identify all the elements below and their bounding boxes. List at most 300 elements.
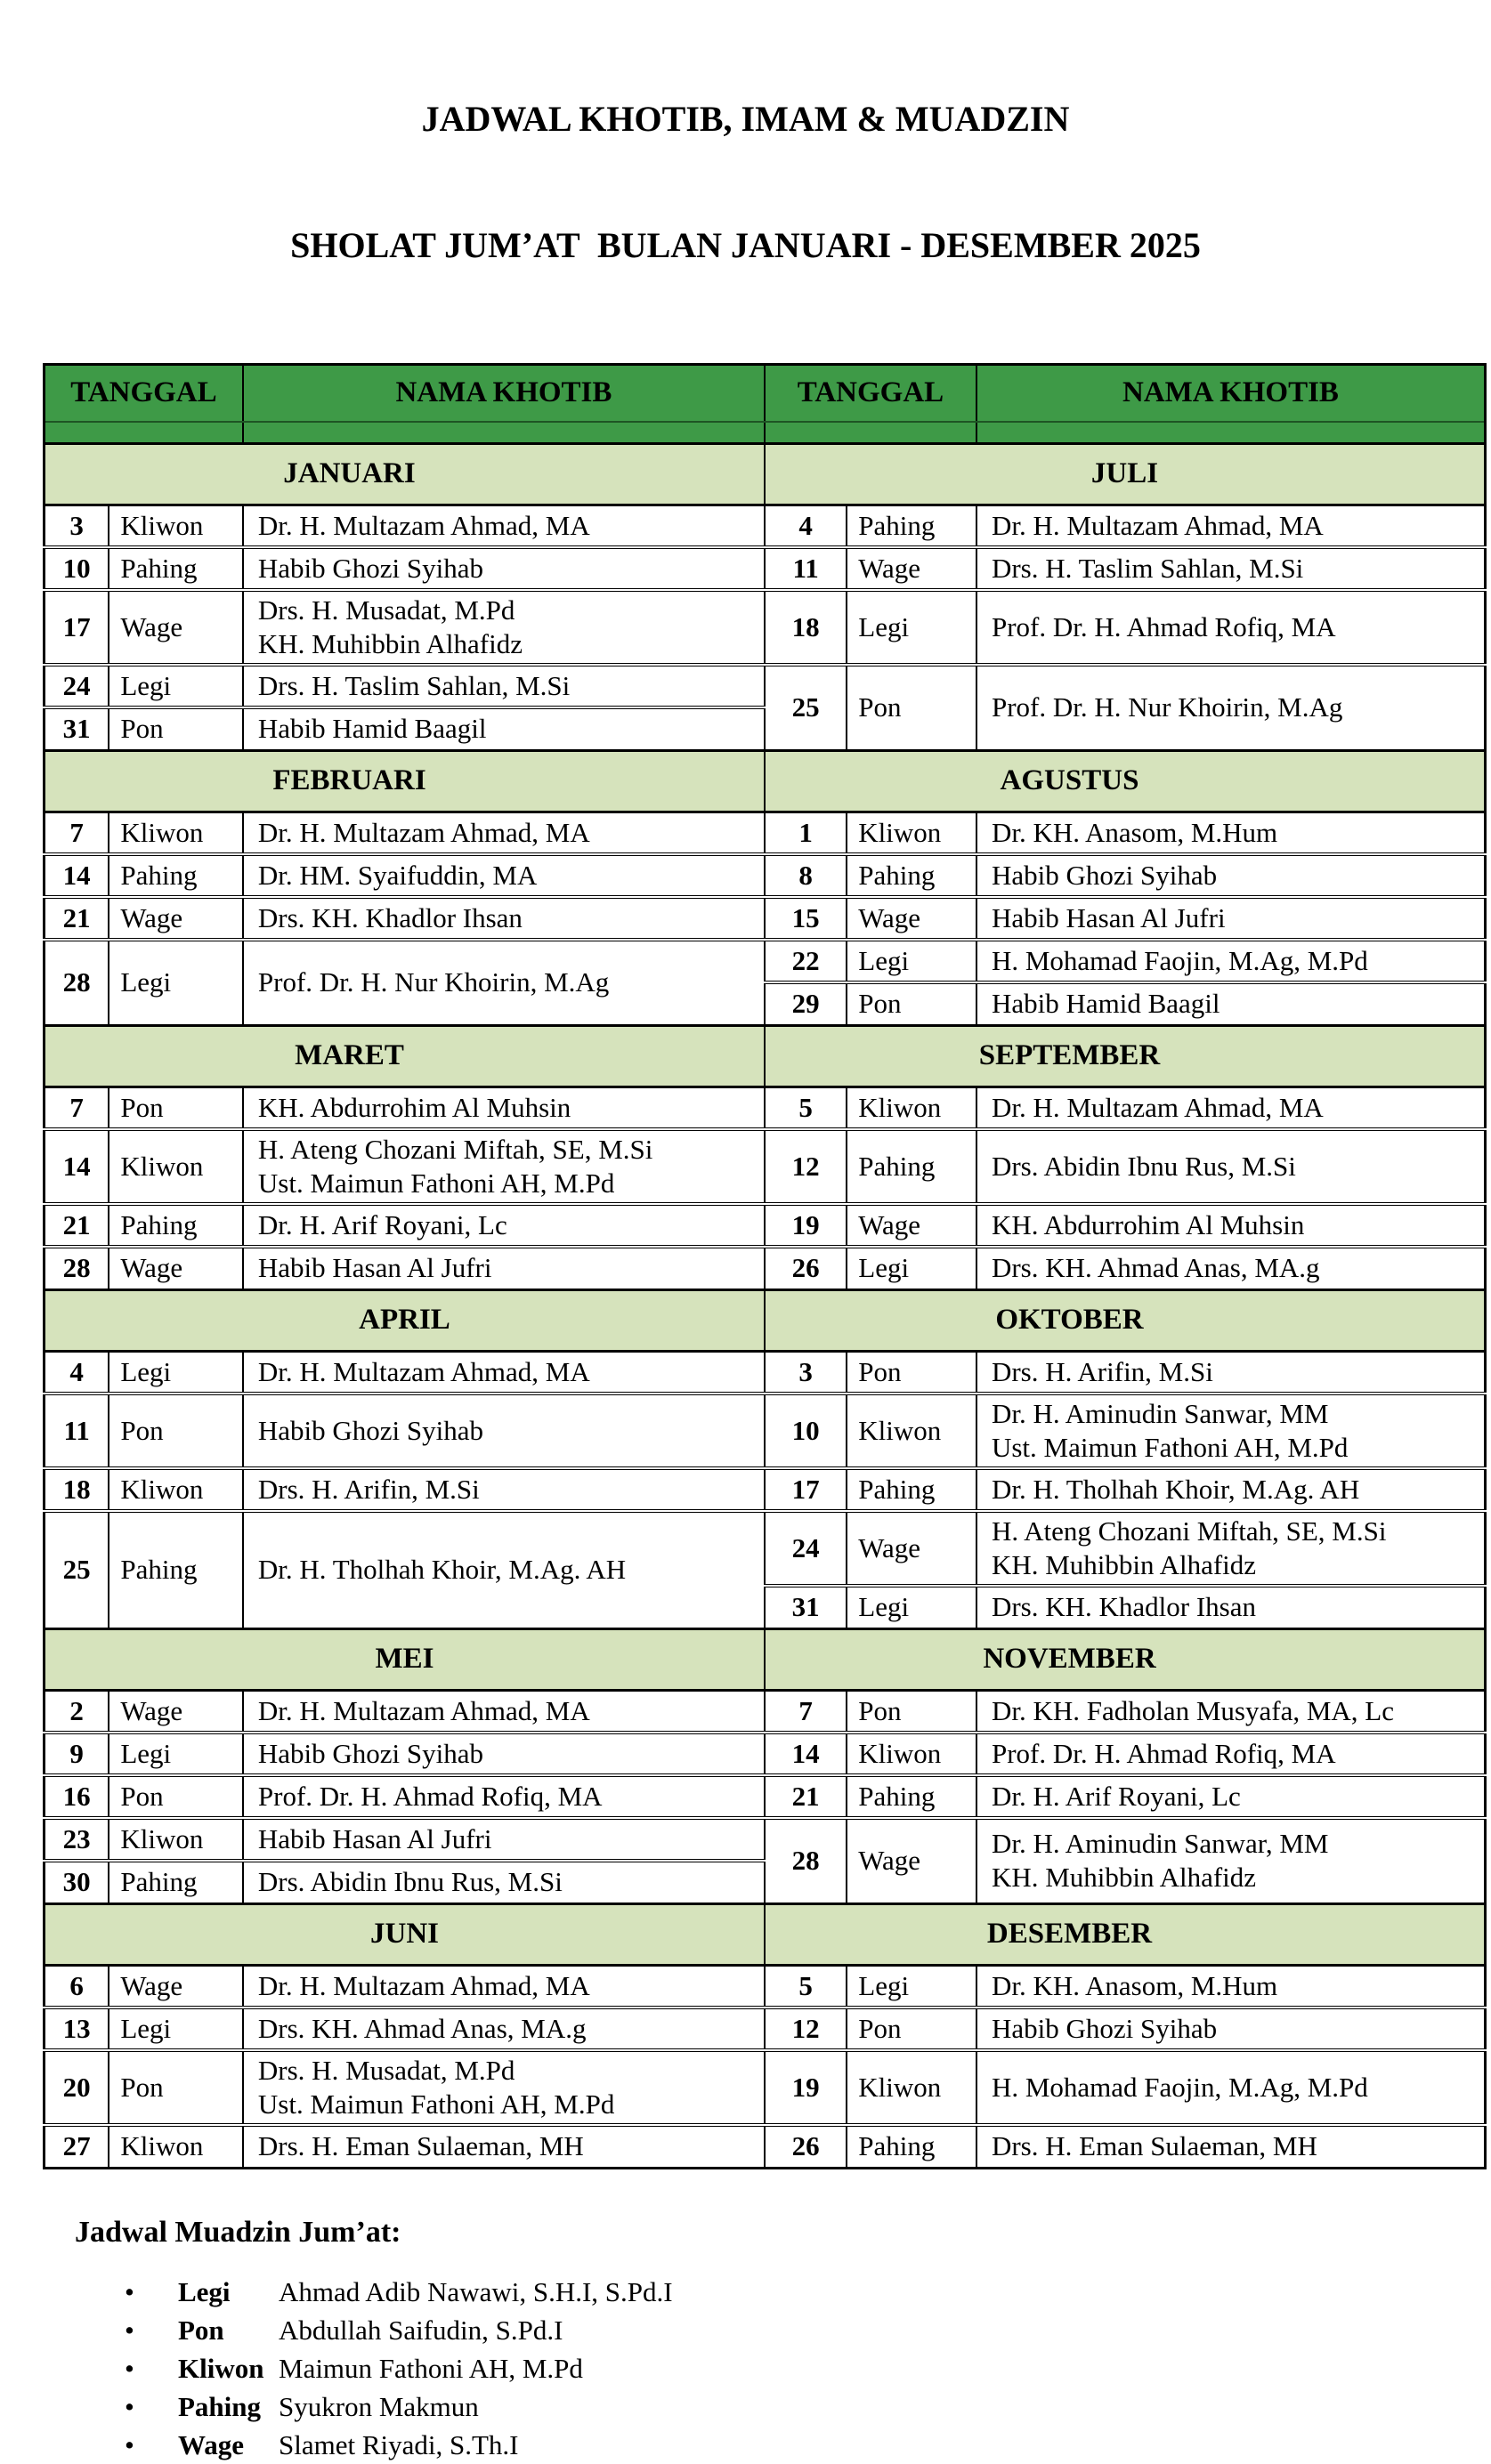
khotib-cell: [243, 1818, 765, 1861]
date-cell: 28: [765, 1818, 847, 1903]
date-cell: 23: [45, 1818, 109, 1861]
schedule-row: [45, 1690, 1486, 1733]
month-label: AGUSTUS: [1000, 764, 1139, 796]
khotib-cell: [976, 2008, 1486, 2050]
pasaran-cell: Wage: [847, 897, 976, 940]
khotib-name: Drs. KH. Khadlor Ihsan: [257, 902, 523, 933]
khotib-cell: [243, 590, 765, 665]
khotib-cell: [976, 1586, 1486, 1628]
khotib-name: KH. Muhibbin Alhafidz: [257, 628, 523, 659]
schedule-row: [45, 547, 1486, 590]
khotib-name: Drs. KH. Khadlor Ihsan: [991, 1591, 1256, 1623]
khotib-cell: [243, 2125, 765, 2168]
month-band-row: [45, 1025, 1486, 1087]
khotib-name: Habib Ghozi Syihab: [991, 860, 1218, 891]
khotib-name: Dr. KH. Anasom, M.Hum: [991, 816, 1278, 848]
pasaran-cell: Legi: [847, 1247, 976, 1289]
date-cell: 25: [45, 1511, 109, 1628]
khotib-name: Dr. H. Arif Royani, Lc: [257, 1209, 507, 1240]
pasaran-cell: Kliwon: [109, 1818, 243, 1861]
date-cell: 17: [45, 590, 109, 665]
pasaran-cell: Wage: [109, 590, 243, 665]
khotib-name: Habib Hasan Al Jufri: [257, 1252, 492, 1284]
pasaran-cell: Pahing: [847, 505, 976, 547]
month-band-row: [45, 1628, 1486, 1690]
date-cell: 24: [45, 665, 109, 707]
khotib-name: Habib Ghozi Syihab: [991, 2013, 1218, 2044]
date-cell: 13: [45, 2008, 109, 2050]
khotib-cell: [976, 505, 1486, 547]
schedule-row: [45, 1965, 1486, 2008]
pasaran-cell: Pon: [847, 665, 976, 750]
khotib-cell: [976, 1394, 1486, 1468]
khotib-cell: [243, 2008, 765, 2050]
khotib-name: Drs. H. Musadat, M.Pd: [257, 594, 515, 626]
khotib-cell: [976, 1511, 1486, 1586]
pasaran-cell: Pahing: [109, 547, 243, 590]
date-cell: 24: [765, 1511, 847, 1586]
pasaran-cell: Legi: [847, 940, 976, 982]
pasaran-cell: Kliwon: [109, 812, 243, 854]
muadzin-name: Maimun Fathoni AH, M.Pd: [279, 2352, 583, 2384]
muadzin-item: [0, 2349, 1491, 2387]
khotib-name: Dr. H. Multazam Ahmad, MA: [257, 1355, 590, 1387]
date-cell: 7: [45, 812, 109, 854]
khotib-name: KH. Abdurrohim Al Muhsin: [257, 1091, 571, 1123]
pasaran-cell: Wage: [847, 1204, 976, 1247]
khotib-name: Drs. H. Taslim Sahlan, M.Si: [257, 670, 571, 701]
month-band-left: [45, 1289, 765, 1351]
khotib-cell: [976, 1351, 1486, 1394]
pasaran-cell: Wage: [109, 1965, 243, 2008]
schedule-row: [45, 1204, 1486, 1247]
title-line-2: SHOLAT JUM’AT BULAN JANUARI - DESEMBER 2025: [290, 224, 1201, 265]
header-strip-cell: [765, 422, 976, 444]
month-band-row: [45, 1289, 1486, 1351]
pasaran-cell: Pahing: [109, 1511, 243, 1628]
khotib-cell: [243, 1394, 765, 1468]
khotib-name: Ust. Maimun Fathoni AH, M.Pd: [257, 1167, 615, 1199]
month-band-right: [765, 750, 1486, 812]
schedule-row: [45, 940, 1486, 982]
date-cell: 10: [45, 547, 109, 590]
pasaran-cell: Legi: [109, 2008, 243, 2050]
pasaran-cell: Legi: [847, 1965, 976, 2008]
pasaran-cell: Pahing: [109, 1861, 243, 1903]
khotib-cell: [976, 1733, 1486, 1775]
bullet-icon: •: [125, 2390, 134, 2422]
schedule-row: [45, 1247, 1486, 1289]
khotib-cell: [243, 1965, 765, 2008]
khotib-cell: [243, 1775, 765, 1818]
khotib-cell: [976, 812, 1486, 854]
khotib-name: KH. Muhibbin Alhafidz: [991, 1862, 1257, 1894]
date-cell: 31: [45, 707, 109, 750]
khotib-name: H. Ateng Chozani Miftah, SE, M.Si: [257, 1134, 653, 1165]
bullet-icon: •: [125, 2428, 134, 2460]
pasaran-cell: Legi: [109, 665, 243, 707]
date-cell: 28: [45, 940, 109, 1025]
pasaran-cell: Wage: [847, 1818, 976, 1903]
month-band-left: [45, 443, 765, 505]
khotib-cell: [976, 897, 1486, 940]
date-cell: 7: [765, 1690, 847, 1733]
pasaran-cell: Wage: [847, 1511, 976, 1586]
muadzin-name: Abdullah Saifudin, S.Pd.I: [279, 2314, 563, 2346]
khotib-cell: [976, 1247, 1486, 1289]
muadzin-heading: Jadwal Muadzin Jum’at:: [75, 2215, 401, 2249]
month-band-right: [765, 443, 1486, 505]
date-cell: 14: [45, 1129, 109, 1204]
khotib-cell: [243, 1351, 765, 1394]
khotib-cell: [243, 1087, 765, 1129]
month-label: APRIL: [359, 1304, 450, 1336]
date-cell: 12: [765, 2008, 847, 2050]
pasaran-cell: Kliwon: [847, 1733, 976, 1775]
pasaran-cell: Kliwon: [847, 812, 976, 854]
schedule-row: [45, 1087, 1486, 1129]
khotib-name: Dr. KH. Anasom, M.Hum: [991, 1969, 1278, 2001]
khotib-name: H. Mohamad Faojin, M.Ag, M.Pd: [991, 2072, 1368, 2103]
pasaran-cell: Pahing: [847, 854, 976, 897]
header-nama-khotib-left: NAMA KHOTIB: [243, 364, 765, 422]
month-label: FEBRUARI: [272, 764, 426, 796]
pasaran-cell: Pahing: [847, 1468, 976, 1511]
khotib-cell: [976, 1204, 1486, 1247]
month-band-left: [45, 1628, 765, 1690]
date-cell: 27: [45, 2125, 109, 2168]
pasaran-cell: Kliwon: [109, 1129, 243, 1204]
date-cell: 2: [45, 1690, 109, 1733]
date-cell: 3: [45, 505, 109, 547]
pasaran-cell: Legi: [109, 1351, 243, 1394]
khotib-cell: [243, 1690, 765, 1733]
month-band-left: [45, 1903, 765, 1965]
header-nama-khotib-right: NAMA KHOTIB: [976, 364, 1486, 422]
bullet-icon: •: [125, 2275, 134, 2307]
khotib-name: Drs. H. Eman Sulaeman, MH: [257, 2130, 584, 2162]
date-cell: 4: [45, 1351, 109, 1394]
page: [0, 14, 1491, 2464]
khotib-name: Habib Hasan Al Jufri: [991, 902, 1226, 933]
month-label: MARET: [295, 1039, 404, 1071]
month-label: JULI: [1090, 457, 1159, 489]
khotib-cell: [976, 547, 1486, 590]
khotib-name: Ust. Maimun Fathoni AH, M.Pd: [991, 1432, 1349, 1463]
month-label: MEI: [375, 1643, 434, 1675]
khotib-name: Dr. H. Aminudin Sanwar, MM: [991, 1828, 1329, 1860]
title-line-1: JADWAL KHOTIB, IMAM & MUADZIN: [421, 99, 1070, 140]
khotib-name: Drs. KH. Ahmad Anas, MA.g: [991, 1252, 1320, 1284]
khotib-name: Habib Ghozi Syihab: [257, 1738, 484, 1769]
khotib-cell: [976, 1129, 1486, 1204]
khotib-name: Prof. Dr. H. Nur Khoirin, M.Ag: [257, 966, 610, 998]
pasaran-cell: Kliwon: [109, 2125, 243, 2168]
pasaran-cell: Pon: [847, 1351, 976, 1394]
schedule-row: [45, 1733, 1486, 1775]
khotib-cell: [243, 547, 765, 590]
bullet-icon: •: [125, 2314, 134, 2346]
date-cell: 21: [45, 1204, 109, 1247]
date-cell: 3: [765, 1351, 847, 1394]
khotib-name: Drs. Abidin Ibnu Rus, M.Si: [257, 1866, 563, 1898]
khotib-cell: [976, 1818, 1486, 1903]
khotib-cell: [976, 854, 1486, 897]
khotib-cell: [243, 854, 765, 897]
date-cell: 26: [765, 2125, 847, 2168]
khotib-cell: [976, 1690, 1486, 1733]
muadzin-day: Wage: [178, 2428, 245, 2460]
month-band-right: [765, 1628, 1486, 1690]
khotib-name: Dr. H. Multazam Ahmad, MA: [991, 509, 1324, 541]
khotib-name: Prof. Dr. H. Ahmad Rofiq, MA: [991, 611, 1336, 642]
muadzin-day: Kliwon: [178, 2352, 264, 2384]
month-band-row: [45, 750, 1486, 812]
pasaran-cell: Legi: [847, 590, 976, 665]
khotib-name: Habib Hasan Al Jufri: [257, 1823, 492, 1854]
khotib-cell: [243, 1247, 765, 1289]
month-label: SEPTEMBER: [978, 1039, 1161, 1071]
khotib-cell: [976, 1468, 1486, 1511]
khotib-name: Dr. H. Multazam Ahmad, MA: [257, 1969, 590, 2001]
month-band-right: [765, 1289, 1486, 1351]
khotib-name: Dr. H. Aminudin Sanwar, MM: [991, 1398, 1329, 1429]
pasaran-cell: Pon: [847, 1690, 976, 1733]
pasaran-cell: Pahing: [847, 2125, 976, 2168]
muadzin-day: Pahing: [178, 2390, 262, 2422]
date-cell: 10: [765, 1394, 847, 1468]
pasaran-cell: Pon: [109, 2050, 243, 2125]
date-cell: 21: [45, 897, 109, 940]
month-band-row: [45, 443, 1486, 505]
khotib-name: H. Mohamad Faojin, M.Ag, M.Pd: [991, 945, 1368, 976]
schedule-row: [45, 2125, 1486, 2168]
date-cell: 17: [765, 1468, 847, 1511]
khotib-cell: [976, 982, 1486, 1025]
pasaran-cell: Kliwon: [847, 1087, 976, 1129]
khotib-name: Drs. Abidin Ibnu Rus, M.Si: [991, 1151, 1296, 1182]
khotib-name: Habib Ghozi Syihab: [257, 553, 484, 584]
schedule-row: [45, 897, 1486, 940]
month-band-left: [45, 750, 765, 812]
muadzin-day: Pon: [178, 2314, 224, 2346]
date-cell: 25: [765, 665, 847, 750]
pasaran-cell: Pahing: [109, 854, 243, 897]
date-cell: 19: [765, 2050, 847, 2125]
date-cell: 6: [45, 1965, 109, 2008]
document-title: [0, 14, 1491, 351]
khotib-name: Dr. KH. Fadholan Musyafa, MA, Lc: [991, 1694, 1394, 1726]
date-cell: 18: [765, 590, 847, 665]
muadzin-item: [0, 2311, 1491, 2349]
date-cell: 22: [765, 940, 847, 982]
khotib-name: Prof. Dr. H. Ahmad Rofiq, MA: [257, 1781, 603, 1812]
date-cell: 18: [45, 1468, 109, 1511]
bullet-icon: •: [125, 2352, 134, 2384]
khotib-name: Dr. H. Multazam Ahmad, MA: [257, 509, 590, 541]
pasaran-cell: Kliwon: [109, 505, 243, 547]
month-label: DESEMBER: [986, 1918, 1153, 1950]
khotib-name: Drs. KH. Ahmad Anas, MA.g: [257, 2013, 587, 2044]
date-cell: 16: [45, 1775, 109, 1818]
header-strip-cell: [45, 422, 243, 444]
date-cell: 29: [765, 982, 847, 1025]
muadzin-name: Syukron Makmun: [279, 2390, 479, 2422]
pasaran-cell: Pahing: [847, 1775, 976, 1818]
date-cell: 15: [765, 897, 847, 940]
date-cell: 21: [765, 1775, 847, 1818]
month-label: JANUARI: [283, 457, 416, 489]
pasaran-cell: Legi: [109, 940, 243, 1025]
pasaran-cell: Pon: [109, 1087, 243, 1129]
khotib-name: KH. Muhibbin Alhafidz: [991, 1549, 1257, 1580]
khotib-cell: [243, 665, 765, 707]
khotib-cell: [976, 590, 1486, 665]
pasaran-cell: Pon: [109, 1394, 243, 1468]
khotib-name: Dr. H. Multazam Ahmad, MA: [257, 1694, 590, 1726]
table-header-row: [45, 364, 1486, 422]
date-cell: 7: [45, 1087, 109, 1129]
khotib-cell: [976, 1775, 1486, 1818]
date-cell: 11: [765, 547, 847, 590]
pasaran-cell: Pon: [847, 982, 976, 1025]
khotib-cell: [976, 2050, 1486, 2125]
date-cell: 5: [765, 1965, 847, 2008]
pasaran-cell: Pon: [109, 707, 243, 750]
date-cell: 12: [765, 1129, 847, 1204]
pasaran-cell: Wage: [109, 1690, 243, 1733]
muadzin-day: Legi: [178, 2275, 231, 2307]
khotib-name: Drs. H. Eman Sulaeman, MH: [991, 2130, 1317, 2162]
muadzin-name: Slamet Riyadi, S.Th.I: [279, 2428, 519, 2460]
date-cell: 9: [45, 1733, 109, 1775]
date-cell: 30: [45, 1861, 109, 1903]
muadzin-list: [0, 2273, 1491, 2464]
date-cell: 11: [45, 1394, 109, 1468]
khotib-name: Drs. H. Arifin, M.Si: [257, 1474, 480, 1505]
khotib-cell: [976, 1087, 1486, 1129]
khotib-name: Prof. Dr. H. Ahmad Rofiq, MA: [991, 1738, 1336, 1769]
date-cell: 26: [765, 1247, 847, 1289]
pasaran-cell: Kliwon: [847, 2050, 976, 2125]
schedule-row: [45, 2008, 1486, 2050]
khotib-cell: [243, 1204, 765, 1247]
pasaran-cell: Pahing: [847, 1129, 976, 1204]
khotib-cell: [976, 665, 1486, 750]
pasaran-cell: Wage: [109, 1247, 243, 1289]
month-label: OKTOBER: [995, 1304, 1144, 1336]
pasaran-cell: Wage: [847, 547, 976, 590]
khotib-cell: [243, 505, 765, 547]
month-band-right: [765, 1903, 1486, 1965]
schedule-row: [45, 665, 1486, 707]
pasaran-cell: Kliwon: [109, 1468, 243, 1511]
muadzin-item: [0, 2426, 1491, 2464]
muadzin-name: Ahmad Adib Nawawi, S.H.I, S.Pd.I: [279, 2275, 673, 2307]
khotib-name: H. Ateng Chozani Miftah, SE, M.Si: [991, 1515, 1387, 1547]
khotib-cell: [243, 1733, 765, 1775]
khotib-name: Dr. H. Tholhah Khoir, M.Ag. AH: [991, 1474, 1360, 1505]
schedule-row: [45, 1468, 1486, 1511]
header-tanggal-left: TANGGAL: [45, 364, 243, 422]
khotib-name: Habib Hamid Baagil: [991, 988, 1220, 1020]
khotib-cell: [243, 1468, 765, 1511]
schedule-row: [45, 505, 1486, 547]
khotib-name: Ust. Maimun Fathoni AH, M.Pd: [257, 2088, 615, 2120]
khotib-name: Drs. H. Musadat, M.Pd: [257, 2055, 515, 2086]
month-band-right: [765, 1025, 1486, 1087]
date-cell: 14: [765, 1733, 847, 1775]
khotib-name: Dr. H. Arif Royani, Lc: [991, 1781, 1241, 1812]
pasaran-cell: Kliwon: [847, 1394, 976, 1468]
schedule-row: [45, 1351, 1486, 1394]
month-band-row: [45, 1903, 1486, 1965]
date-cell: 4: [765, 505, 847, 547]
pasaran-cell: Legi: [847, 1586, 976, 1628]
header-strip-cell: [243, 422, 765, 444]
khotib-name: Dr. H. Tholhah Khoir, M.Ag. AH: [257, 1554, 627, 1586]
khotib-cell: [243, 2050, 765, 2125]
date-cell: 5: [765, 1087, 847, 1129]
muadzin-item: [0, 2387, 1491, 2426]
date-cell: 1: [765, 812, 847, 854]
pasaran-cell: Legi: [109, 1733, 243, 1775]
pasaran-cell: Pon: [847, 2008, 976, 2050]
khotib-name: Prof. Dr. H. Nur Khoirin, M.Ag: [991, 691, 1343, 723]
month-label: JUNI: [369, 1918, 439, 1950]
date-cell: 14: [45, 854, 109, 897]
khotib-cell: [243, 707, 765, 750]
pasaran-cell: Pahing: [109, 1204, 243, 1247]
date-cell: 19: [765, 1204, 847, 1247]
header-strip-cell: [976, 422, 1486, 444]
khotib-cell: [243, 1511, 765, 1628]
schedule-row: [45, 2050, 1486, 2125]
khotib-name: Dr. H. Multazam Ahmad, MA: [257, 816, 590, 848]
khotib-name: Dr. HM. Syaifuddin, MA: [257, 860, 538, 891]
schedule-row: [45, 812, 1486, 854]
khotib-cell: [243, 1129, 765, 1204]
date-cell: 31: [765, 1586, 847, 1628]
date-cell: 28: [45, 1247, 109, 1289]
khotib-cell: [243, 812, 765, 854]
khotib-cell: [243, 940, 765, 1025]
khotib-cell: [976, 1965, 1486, 2008]
khotib-name: Drs. H. Taslim Sahlan, M.Si: [991, 553, 1304, 584]
khotib-cell: [976, 2125, 1486, 2168]
schedule-table: [43, 363, 1487, 2169]
khotib-name: KH. Abdurrohim Al Muhsin: [991, 1209, 1305, 1240]
schedule-row: [45, 1511, 1486, 1586]
khotib-name: Drs. H. Arifin, M.Si: [991, 1355, 1213, 1387]
schedule-row: [45, 1818, 1486, 1861]
pasaran-cell: Pon: [109, 1775, 243, 1818]
schedule-row: [45, 1394, 1486, 1468]
khotib-cell: [243, 1861, 765, 1903]
khotib-name: Dr. H. Multazam Ahmad, MA: [991, 1091, 1324, 1123]
schedule-row: [45, 854, 1486, 897]
pasaran-cell: Wage: [109, 897, 243, 940]
khotib-name: Habib Ghozi Syihab: [257, 1415, 484, 1446]
khotib-cell: [243, 897, 765, 940]
table-header-strip: [45, 422, 1486, 444]
date-cell: 8: [765, 854, 847, 897]
khotib-cell: [976, 940, 1486, 982]
month-label: NOVEMBER: [983, 1643, 1156, 1675]
khotib-name: Habib Hamid Baagil: [257, 713, 487, 745]
schedule-row: [45, 1775, 1486, 1818]
month-band-left: [45, 1025, 765, 1087]
